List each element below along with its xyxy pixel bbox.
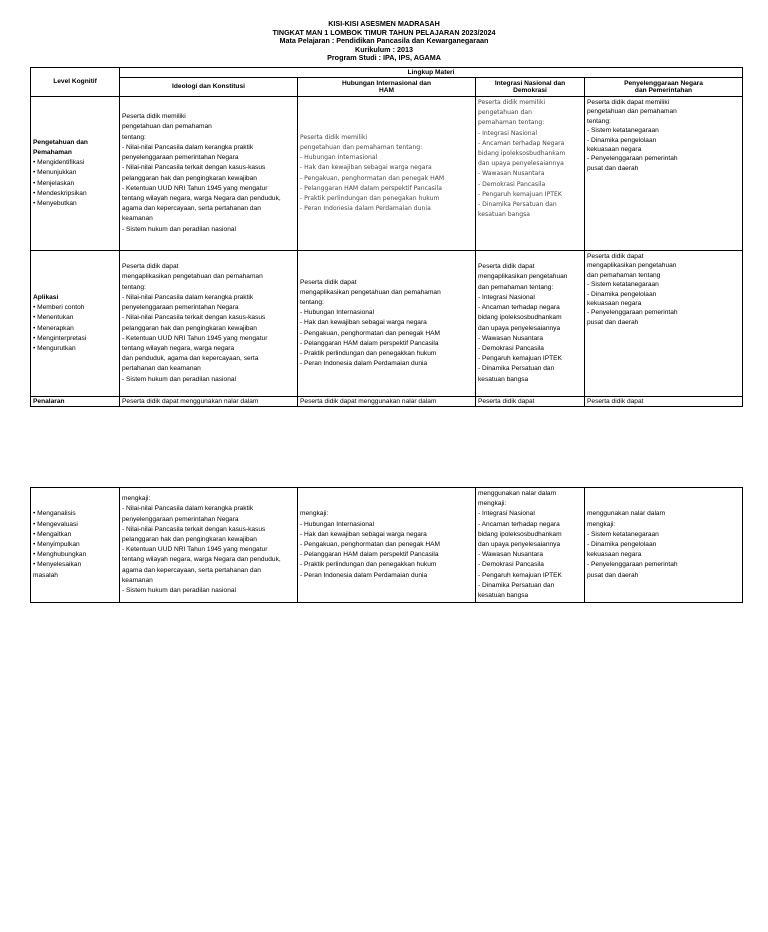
cell-r4-ideologi — [120, 488, 298, 603]
cell-r1-integrasi — [476, 97, 585, 251]
cell-text-line: - Ketentuan UUD NRI Tahun 1945 yang mengatur — [122, 546, 268, 554]
cell-text-line: - Dinamika Persatuan dan — [478, 365, 555, 373]
cell-text-line: - Pelanggaran HAM dalam perspektif Pancasila — [300, 551, 439, 559]
cell-text-line: tentang wilayah negara, warga Negara dan penduduk, — [122, 194, 281, 202]
cell-text-line: bidang ipoleksosbudhankam — [478, 530, 562, 538]
cell-text-line: - Dinamika pengelolaan — [587, 290, 657, 298]
level-bullet-item: • Memberi contoh — [33, 303, 117, 313]
cell-text-line: pertahanan dan keamanan — [122, 365, 201, 373]
cell-text-line: - Nilai-nilai Pancasila dalam kerangka praktik — [122, 143, 254, 151]
cell-text-line: pengetahuan dan pemahaman — [587, 108, 677, 116]
cell-text-line: - Integrasi Nasional — [478, 129, 538, 137]
cell-text-line: - Nilai-nilai Pancasila terkait dengan kasus-kasus — [122, 314, 266, 322]
cell-text-line: - Penyelenggaraan pemerintah — [587, 155, 678, 163]
cell-text-line: tentang wilayah negara, warga negara — [122, 344, 235, 352]
cell-text-line: dan upaya penyelesaiannya — [478, 541, 561, 549]
cell-r2-integrasi — [476, 251, 585, 397]
cell-text-line: penyelenggaraan pemerintahan Negara — [122, 154, 239, 162]
cell-text-line: pusat dan daerah — [587, 164, 639, 172]
header-col-penyelenggaraan: Penyelenggaraan Negara dan Pemerintahan — [585, 78, 743, 97]
cell-text-line: - Integrasi Nasional — [478, 293, 535, 301]
cell-text-line: pengetahuan dan pemahaman — [122, 123, 212, 131]
cell-text-line: bidang ipoleksosbudhankam — [478, 314, 562, 322]
cell-text-line: pelanggaran hak dan pengingkaran kewajiban — [122, 174, 257, 182]
cell-r3-ideologi: Peserta didik dapat menggunakan nalar dalam — [120, 397, 298, 407]
subject-line: Mata Pelajaran : Pendidikan Pancasila dan Kewarganegaraan — [279, 36, 489, 46]
level-bullet-item: • Menerapkan — [33, 324, 117, 334]
cell-text-line: dan pemahaman tentang — [587, 271, 661, 279]
cell-text-line: - Ancaman terhadap negara — [478, 304, 560, 312]
cell-text-line: penyelenggaraan pemerintahan Negara — [122, 515, 239, 523]
level-cell-aplikasi: Aplikasi • Memberi contoh • Menentukan • Menerapkan • Menginterpretasi • Mengurutkan — [31, 251, 120, 397]
header-col-hubungan: Hubungan Internasional dan HAM — [298, 78, 476, 97]
cell-text-line: keamanan — [122, 215, 153, 223]
cell-text-line: Peserta didik dapat — [478, 263, 535, 271]
cell-text-line: mengkaji: — [122, 495, 151, 503]
level-bullet-item: • Mengaitkan — [33, 530, 117, 540]
header-col-ideologi: Ideologi dan Konstitusi — [120, 78, 298, 97]
cell-text-line: kesatuan bangsa — [478, 211, 530, 219]
cell-text-line: mengaplikasikan pengetahuan — [478, 273, 568, 281]
cell-text-line: - Sistem hukum dan peradilan nasional — [122, 225, 236, 233]
level-bullet-item: • Menghubungkan — [33, 550, 117, 560]
level-bullets — [33, 158, 117, 209]
cell-text-line: dan pemahaman tentang: — [478, 283, 554, 291]
cell-text-line: - Wawasan Nusantara — [478, 334, 543, 342]
level-bullet-item: • Menjelaskan — [33, 179, 117, 189]
level-bullet-item: • Menyelesaikan — [33, 560, 117, 570]
cell-text-line: tentang: — [300, 298, 324, 306]
cell-r1-ideologi — [120, 97, 298, 251]
cell-text-line: - Peran Indonesia dalam Perdamaian dunia — [300, 205, 431, 213]
cell-text-line: kekuasaan negara — [587, 551, 642, 559]
cell-r3-hubungan: Peserta didik dapat menggunakan nalar dalam — [298, 397, 476, 407]
level-bullet-item: • Menganalisis — [33, 509, 117, 519]
cell-text-line: pusat dan daerah — [587, 571, 639, 579]
cell-text-line: Peserta didik dapat memiliki — [587, 99, 670, 106]
cell-text-line: - Ketentuan UUD NRI Tahun 1945 yang mengatur — [122, 184, 268, 192]
cell-text-line: - Nilai-nilai Pancasila terkait dengan kasus-kasus — [122, 164, 266, 172]
cell-text-line: agama dan kepercayaan, serta pertahanan dan — [122, 205, 261, 213]
cell-text-line: kesatuan bangsa — [478, 375, 529, 383]
cell-r4-penyelenggaraan — [585, 488, 743, 603]
cell-text-line: - Demokrasi Pancasila — [478, 180, 546, 188]
cell-r2-ideologi — [120, 251, 298, 397]
cell-text-line: pemahaman tentang: — [478, 119, 545, 127]
doc-subtitle: TINGKAT MAN 1 LOMBOK TIMUR TAHUN PELAJARAN 2023/2024 — [272, 27, 496, 37]
cell-r4-integrasi — [476, 488, 585, 603]
cell-text-line: - Ancaman terhadap Negara — [478, 139, 565, 147]
cell-text-line: - Pelanggaran HAM dalam perspektif Pancasila — [300, 339, 439, 347]
document-header — [0, 20, 768, 63]
cell-text-line: Peserta didik memiliki — [300, 133, 368, 141]
cell-text-line: - Dinamika pengelolaan — [587, 541, 657, 549]
level-bullet-item: • Mengevaluasi — [33, 520, 117, 530]
cell-text-line: mengaplikasikan pengetahuan dan pemahaman — [300, 288, 441, 296]
cell-text-line: - Pengaruh kemajuan IPTEK — [478, 355, 562, 363]
grid-table-page1 — [30, 67, 743, 407]
doc-title: KISI-KISI ASESMEN MADRASAH — [328, 19, 440, 28]
level-bullet-item: • Menunjukkan — [33, 168, 117, 178]
cell-text-line: pusat dan daerah — [587, 318, 639, 326]
cell-text-line: - Hak dan kewajiban sebagai warga negara — [300, 319, 427, 327]
cell-text-line: pelanggaran hak dan pengingkaran kewajiban — [122, 535, 257, 543]
level-bullets — [33, 509, 117, 570]
cell-text-line: pengetahuan dan pemahaman tentang: — [300, 143, 423, 151]
cell-r1-hubungan — [298, 97, 476, 251]
cell-text-line: - Penyelenggaraan pemerintah — [587, 561, 678, 569]
cell-text-line: kekuasaan negara — [587, 300, 642, 308]
cell-text-line: - Dinamika Persatuan dan — [478, 581, 555, 589]
level-cell-penalaran: Penalaran — [31, 397, 120, 407]
cell-text-line: penyelenggaraan pemerintahan Negara — [122, 304, 239, 312]
cell-text-line: - Sistem hukum dan peradilan nasional — [122, 586, 236, 594]
cell-r2-penyelenggaraan — [585, 251, 743, 397]
level-bullet-item: • Menyimpulkan — [33, 540, 117, 550]
cell-text-line: - Praktik perlindungan dan penegakkan hukum — [300, 561, 437, 569]
cell-text-line: - Integrasi Nasional — [478, 510, 535, 518]
cell-text-line: pengetahuan dan — [478, 109, 532, 117]
cell-text-line: agama dan kepercayaan, serta pertahanan dan — [122, 566, 261, 574]
cell-text-line: - Nilai-nilai Pancasila dalam kerangka praktik — [122, 505, 254, 513]
cell-text-line: - Dinamika pengelolaan — [587, 136, 657, 144]
cell-text-line: - Pengakuan, penghormatan dan penegak HAM — [300, 174, 445, 182]
cell-text-line: - Peran Indonesia dalam Perdamaian dunia — [300, 360, 428, 368]
cell-text-line: menggunakan nalar dalam — [478, 490, 557, 497]
cell-text-line: mengkaji: — [478, 500, 507, 508]
cell-text-line: menggunakan nalar dalam — [587, 510, 666, 518]
cell-text-line: tentang: — [587, 117, 611, 125]
level-cell-pengetahuan: Pengetahuan dan Pemahaman • Mengidentifikasi • Menunjukkan • Menjelaskan • Mendeskripsikan • Menyebutkan — [31, 97, 120, 251]
cell-text-line: Peserta didik dapat — [300, 278, 357, 286]
grid-table-page2 — [30, 487, 743, 603]
level-bullets — [33, 303, 117, 354]
cell-text-line: mengaplikasikan pengetahuan dan pemahaman — [122, 273, 263, 281]
cell-text-line: dan penduduk, agama dan kepercayaan, serta — [122, 355, 259, 363]
cell-text-line: - Wawasan Nusantara — [478, 170, 545, 178]
cell-text-line: pelanggaran hak dan pengingkaran kewajiban — [122, 324, 257, 332]
cell-text-line: - Demokrasi Pancasila — [478, 344, 544, 352]
cell-text-line: - Nilai-nilai Pancasila terkait dengan kasus-kasus — [122, 525, 266, 533]
cell-text-line: tentang: — [122, 283, 146, 291]
cell-text-line: tentang wilayah negara, warga Negara dan penduduk, — [122, 556, 281, 564]
cell-text-line: mengkaji: — [587, 520, 616, 528]
cell-r4-hubungan — [298, 488, 476, 603]
cell-text-line: - Sistem ketatanegaraan — [587, 281, 659, 289]
cell-text-line: kesatuan bangsa — [478, 592, 529, 600]
cell-text-line: - Sistem ketatanegaraan — [587, 127, 659, 135]
cell-text-line: Peserta didik memiliki — [478, 99, 546, 106]
curriculum-line: Kurikulum : 2013 — [355, 44, 413, 54]
cell-text-line: - Demokrasi Pancasila — [478, 561, 544, 569]
cell-text-line: - Pelanggaran HAM dalam perspektif Pancasila — [300, 184, 442, 192]
cell-r2-hubungan — [298, 251, 476, 397]
cell-text-line: - Hubungan Internasional — [300, 309, 375, 317]
cell-text-line: - Peran Indonesia dalam Perdamaian dunia — [300, 571, 428, 579]
cell-text-line: dan upaya penyelesaiannya — [478, 160, 564, 168]
cell-r3-integrasi: Peserta didik dapat — [476, 397, 585, 407]
cell-text-line: - Praktik perlindungan dan penegakkan hukum — [300, 350, 437, 357]
cell-text-line: keamanan — [122, 576, 153, 584]
level-bullet-item: • Mendeskripsikan — [33, 189, 117, 199]
cell-text-line: - Praktik perlindungan dan penegakan hukum — [300, 194, 440, 202]
cell-r3-penyelenggaraan: Peserta didik dapat — [585, 397, 743, 407]
header-col-integrasi: Integrasi Nasional dan Demokrasi — [476, 78, 585, 97]
level-bullet-item: • Mengidentifikasi — [33, 158, 117, 168]
cell-text-line: - Nilai-nilai Pancasila dalam kerangka praktik — [122, 293, 254, 301]
cell-text-line: - Ancaman terhadap negara — [478, 520, 560, 528]
level-bullet-item: • Mengurutkan — [33, 344, 117, 354]
cell-r1-penyelenggaraan — [585, 97, 743, 251]
cell-text-line: - Pengaruh kemajuan IPTEK — [478, 190, 562, 198]
cell-text-line: - Dinamika Persatuan dan — [478, 201, 557, 209]
cell-text-line: Peserta didik dapat — [587, 253, 644, 260]
level-cell-penalaran-cont: • Menganalisis • Mengevaluasi • Mengaitkan • Menyimpulkan • Menghubungkan • Menyelesaikan masalah — [31, 488, 120, 603]
cell-text-line: - Wawasan Nusantara — [478, 551, 543, 559]
cell-text-line: - Sistem ketatanegaraan — [587, 530, 659, 538]
cell-text-line: bidang ipoleksosbudhankam — [478, 150, 566, 158]
program-line: Program Studi : IPA, IPS, AGAMA — [327, 53, 441, 63]
header-level: Level Kognitif — [31, 68, 120, 97]
cell-text-line: mengkaji: — [300, 510, 329, 518]
level-bullet-item: • Menginterpretasi — [33, 334, 117, 344]
cell-text-line: Peserta didik dapat — [122, 263, 179, 271]
cell-text-line: - Hubungan Internasional — [300, 520, 375, 528]
cell-text-line: dan upaya penyelesaiannya — [478, 324, 561, 332]
header-scope: Lingkup Materi — [120, 68, 743, 78]
cell-text-line: - Hak dan kewajiban sebagai warga negara — [300, 164, 432, 172]
cell-text-line: - Pengakuan, penghormatan dan penegak HAM — [300, 329, 441, 337]
level-bullet-item: • Menentukan — [33, 313, 117, 323]
cell-text-line: Peserta didik memiliki — [122, 113, 186, 121]
cell-text-line: - Pengakuan, penghormatan dan penegak HAM — [300, 541, 441, 549]
cell-text-line: - Hubungan Internasional — [300, 154, 378, 162]
cell-text-line: kekuasaan negara — [587, 146, 642, 154]
cell-text-line: mengaplikasikan pengetahuan — [587, 262, 677, 270]
cell-text-line: - Ketentuan UUD NRI Tahun 1945 yang mengatur — [122, 334, 268, 342]
level-bullet-item: • Menyebutkan — [33, 199, 117, 209]
cell-text-line: - Pengaruh kemajuan IPTEK — [478, 571, 562, 579]
cell-text-line: - Hak dan kewajiban sebagai warga negara — [300, 530, 427, 538]
cell-text-line: - Sistem hukum dan peradilan nasional — [122, 375, 236, 383]
cell-text-line: tentang: — [122, 133, 146, 141]
cell-text-line: - Penyelenggaraan pemerintah — [587, 309, 678, 317]
